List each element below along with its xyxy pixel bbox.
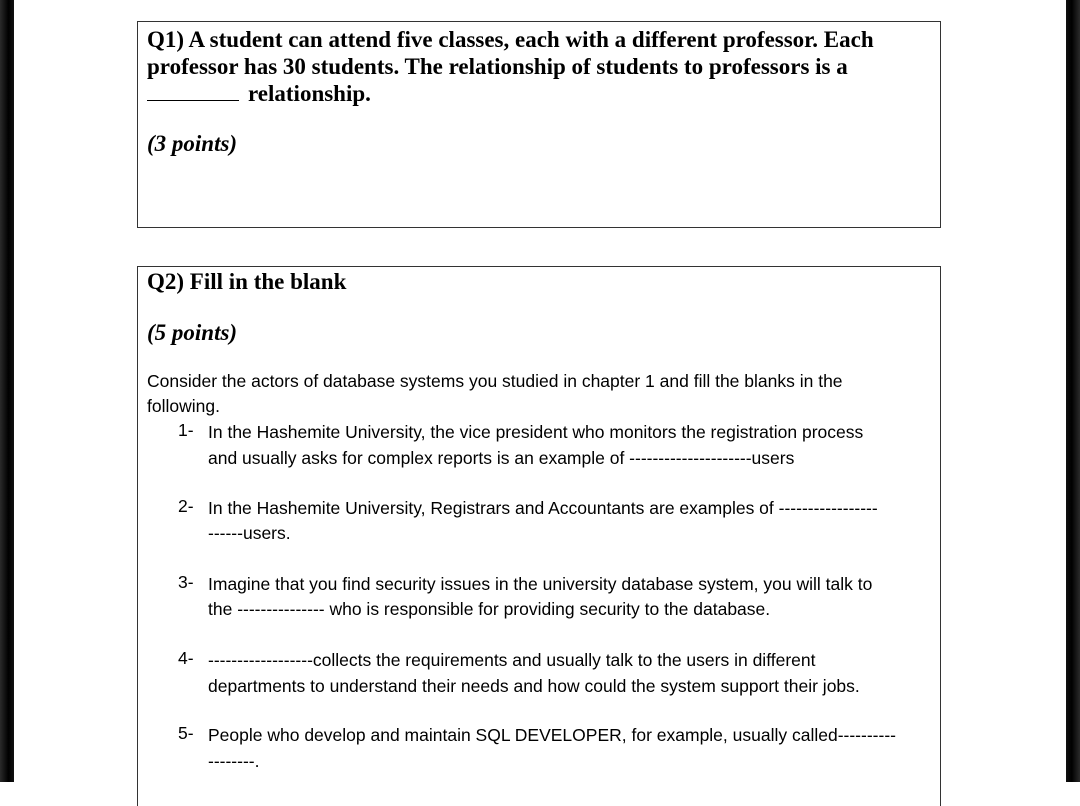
item-1-number: 1- bbox=[178, 420, 194, 440]
viewer-left-edge bbox=[0, 0, 14, 782]
item-4-line-2: departments to understand their needs and how could the system support their jobs. bbox=[208, 676, 860, 696]
question-2-box bbox=[137, 266, 941, 806]
q2-title: Q2) Fill in the blank bbox=[147, 269, 347, 294]
item-2-number: 2- bbox=[178, 496, 194, 516]
item-5-number: 5- bbox=[178, 723, 194, 743]
item-3-line-2: the --------------- who is responsible for providing security to the database. bbox=[208, 599, 771, 619]
item-3-line-1: Imagine that you find security issues in the university database system, you will talk to bbox=[208, 574, 873, 594]
q1-line-3 bbox=[147, 80, 371, 107]
q1-line-3-text: relationship. bbox=[248, 81, 371, 106]
q2-points: (5 points) bbox=[147, 320, 238, 345]
item-3-number: 3- bbox=[178, 572, 194, 592]
item-2-line-2: ------users. bbox=[208, 523, 291, 543]
q2-intro-line-1: Consider the actors of database systems you studied in chapter 1 and fill the blanks in the bbox=[147, 371, 843, 391]
q2-intro-line-2: following. bbox=[147, 396, 220, 416]
question-1-box bbox=[137, 21, 941, 228]
q1-points: (3 points) bbox=[147, 131, 238, 156]
item-4-line-1: ------------------collects the requirements and usually talk to the users in different bbox=[208, 650, 816, 670]
item-2-line-1: In the Hashemite University, Registrars and Accountants are examples of ----------------- bbox=[208, 498, 878, 518]
item-5-line-2: --------. bbox=[208, 751, 260, 771]
item-5-line-1: People who develop and maintain SQL DEVELOPER, for example, usually called---------- bbox=[208, 725, 896, 745]
item-4-number: 4- bbox=[178, 648, 194, 668]
q1-line-1: Q1) A student can attend five classes, each with a different professor. Each bbox=[147, 27, 874, 52]
item-1-line-2: and usually asks for complex reports is an example of ---------------------users bbox=[208, 448, 795, 468]
item-1-line-1: In the Hashemite University, the vice president who monitors the registration process bbox=[208, 422, 864, 442]
q1-line-2: professor has 30 students. The relationship of students to professors is a bbox=[147, 54, 848, 79]
answer-blank-line bbox=[147, 98, 239, 101]
viewer-right-edge bbox=[1066, 0, 1080, 782]
